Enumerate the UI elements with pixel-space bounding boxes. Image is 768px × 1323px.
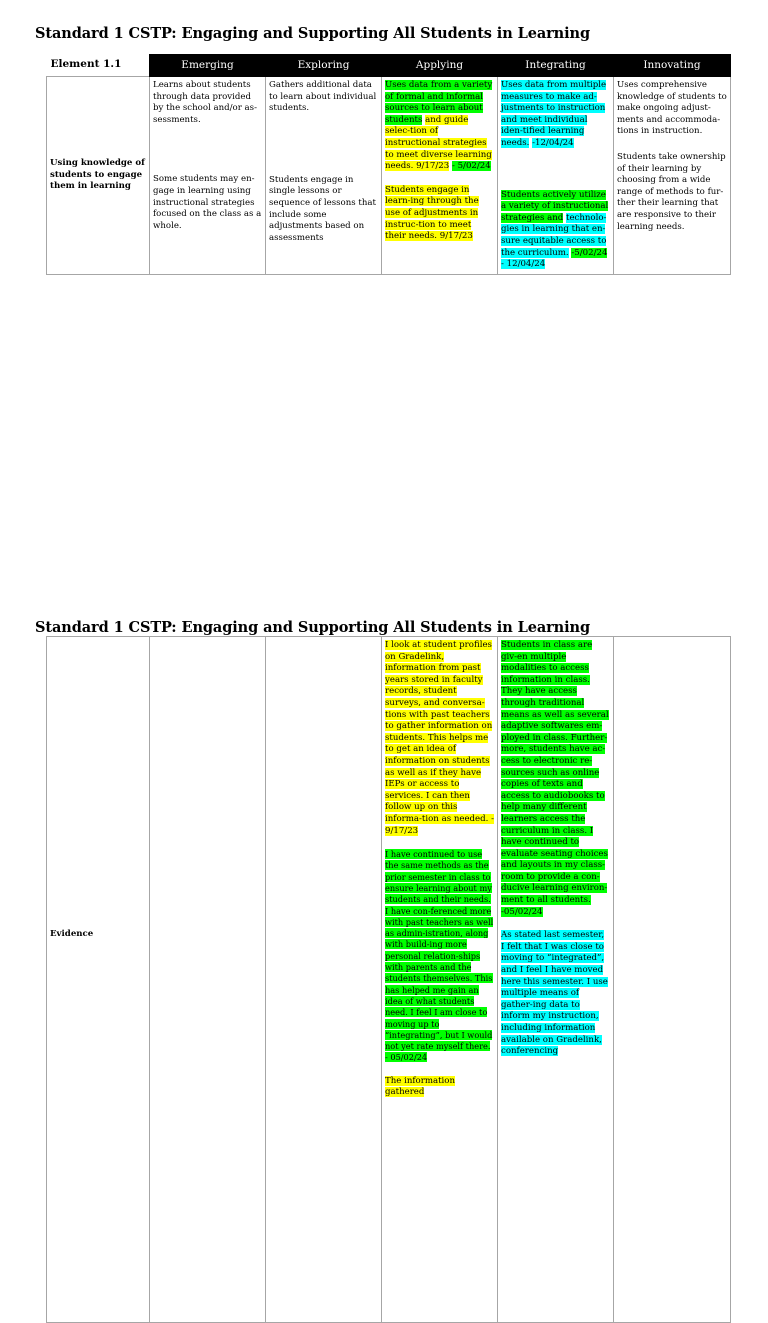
highlight-cyan: Uses data from multiple measures to make ad-justments to instruction and meet individual iden-tified learning needs. (501, 80, 607, 148)
highlight-green: Students in class are giv-en multiple modalities to access information in class. They have access through traditional means as well as several adaptive softwares em-ployed in class. Further-more, students have ac-cess to electronic re-sources such as online copies of texts and access to audiobooks to help many different learners access the curriculum in class. I have continued to evaluate seating choices and layouts in my class-room to provide a con-ducive learning environ-ment to all students. -05/02/24 (501, 640, 609, 917)
row-label: Using knowledge of students to engage them in learning (47, 77, 150, 275)
highlight-green: -5/02/24 (571, 247, 608, 258)
column-header-exploring: Exploring (266, 55, 382, 77)
cell-text (385, 80, 494, 173)
cell-text (501, 640, 610, 918)
cell-text (501, 930, 610, 1058)
cell-emerging (150, 637, 266, 1323)
cell-text (501, 80, 610, 150)
highlight-cyan: technolo-gies in learning that en-sure equitable access to the curriculum. (501, 212, 607, 258)
cell-text: Students engage in single lessons or sequence of lessons that include some adjustments based on assessments (269, 174, 376, 243)
cell-text: Uses comprehensive knowledge of students to make ongoing adjust-ments and accommoda-tions in instruction. (617, 80, 727, 137)
rubric-table (46, 54, 731, 275)
cell-integrating (498, 637, 614, 1323)
row-label: Evidence (47, 637, 150, 1323)
table-row (47, 77, 731, 275)
highlight-green: - 5/02/24 (451, 161, 491, 172)
cell-text: Some students may en-gage in learning using instructional strategies focused on the class as a whole. (153, 174, 262, 231)
highlight-yellow: Students engage in learn-ing through the use of adjustments in instruc-tion to meet their needs. 9/17/23 (385, 184, 479, 242)
highlight-yellow: The information gathered (385, 1075, 456, 1098)
cell-text (385, 185, 494, 243)
column-header-applying: Applying (382, 55, 498, 77)
cell-innovating (614, 77, 731, 275)
evidence-table (46, 636, 731, 1323)
cell-text: Learns about students through data provided by the school and/or as-sessments. (153, 80, 257, 125)
cell-exploring (266, 77, 382, 275)
column-header-emerging: Emerging (150, 55, 266, 77)
cell-applying (382, 77, 498, 275)
column-header-integrating: Integrating (498, 55, 614, 77)
highlight-yellow: and guide selec-tion of instructional strategies to meet diverse learning needs. 9/17/23 (385, 114, 492, 172)
cell-text (385, 849, 494, 1064)
cell-exploring (266, 637, 382, 1323)
cell-text (501, 190, 610, 271)
cell-text (385, 640, 494, 837)
column-header-innovating: Innovating (614, 55, 731, 77)
cell-innovating (614, 637, 731, 1323)
cell-emerging (150, 77, 266, 275)
header-row (47, 55, 731, 77)
element-label: Element 1.1 (47, 55, 150, 77)
cell-integrating (498, 77, 614, 275)
cell-text: Gathers additional data to learn about individual students. (269, 80, 377, 114)
highlight-cyan: -12/04/24 (532, 137, 574, 148)
page-title: Standard 1 CSTP: Engaging and Supporting All Students in Learning (35, 619, 590, 636)
page-title: Standard 1 CSTP: Engaging and Supporting All Students in Learning (35, 25, 590, 42)
highlight-cyan: As stated last semester, I felt that I was close to moving to “integrated”, and I feel I have moved here this semester. I use multiple means of gather-ing data to inform my instruction, including information available on Gradelink, conferencing (501, 930, 608, 1057)
cell-text (385, 1076, 494, 1099)
table-row (47, 637, 731, 1323)
highlight-green: Uses data from a variety of formal and informal sources to learn about students (385, 80, 493, 125)
highlight-green: Students actively utilize a variety of instructional strategies and (501, 189, 609, 223)
highlight-green: I have continued to use the same methods as the prior semester in class to ensure learning about my students and their needs. I have con-ferenced more with past teachers as well as admin-istration, along with build-ing more personal relation-ships with parents and the students themselves. This has helped me gain an idea of what students need. I feel I am close to moving up to “integrating”, but I would not yet rate myself there. - 05/02/24 (385, 849, 494, 1063)
cell-applying (382, 637, 498, 1323)
highlight-yellow: I look at student profiles on Gradelink, information from past years stored in faculty records, student surveys, and conversa-tions with past teachers to gather information on students. This helps me to get an idea of information on students as well as if they have IEPs or access to services. I can then follow up on this informa-tion as needed. - 9/17/23 (385, 640, 494, 836)
highlight-cyan: - 12/04/24 (501, 259, 546, 270)
cell-text: Students take ownership of their learning by choosing from a wide range of methods to fur-ther their learning that are responsive to their learning needs. (617, 151, 726, 232)
